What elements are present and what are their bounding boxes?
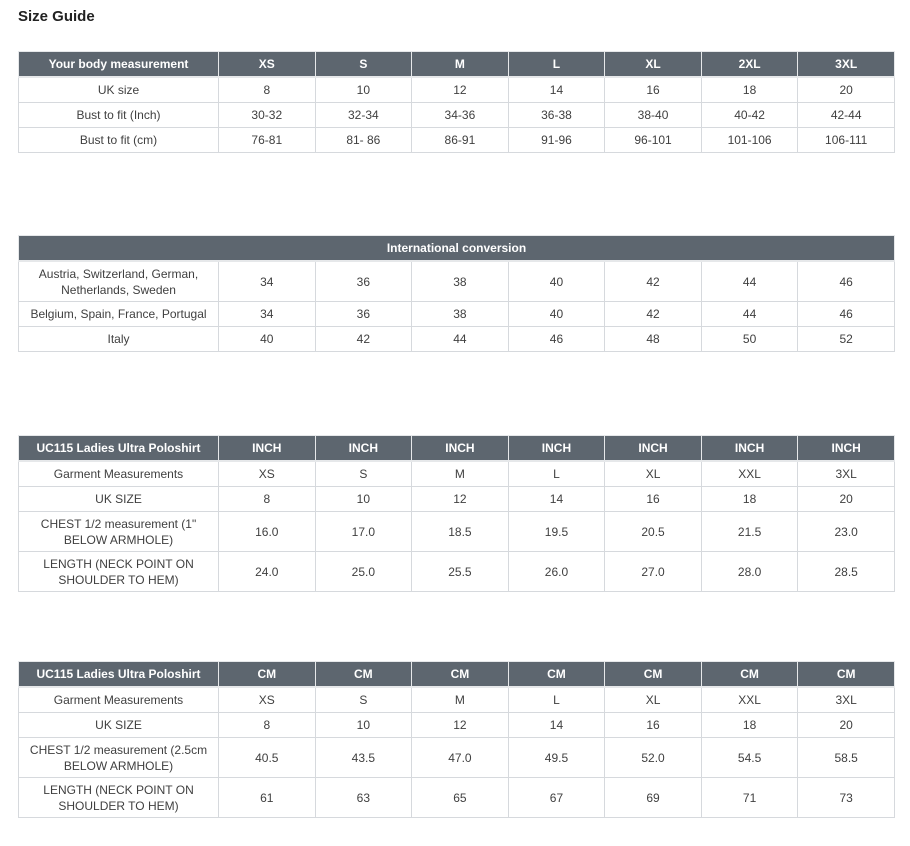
table-cell: 30-32	[219, 103, 316, 128]
table-cell: 24.0	[219, 552, 316, 592]
row-label: Austria, Switzerland, German, Netherlands, Sweden	[19, 261, 219, 302]
table-cell: 91-96	[508, 128, 605, 153]
table-cell: 42	[315, 327, 412, 352]
table-cell: 44	[412, 327, 509, 352]
table-cell: 8	[219, 487, 316, 512]
table-row	[19, 713, 895, 738]
garment-inch-table	[18, 435, 895, 592]
table-row	[19, 77, 895, 103]
table-cell: 18	[701, 487, 798, 512]
table-cell: 32-34	[315, 103, 412, 128]
table-cell: 19.5	[508, 512, 605, 552]
table-row	[19, 552, 895, 592]
table-cell: L	[508, 461, 605, 487]
table-cell: XXL	[701, 687, 798, 713]
table-header-row	[19, 52, 895, 78]
header-cell: S	[315, 52, 412, 78]
table-cell: 44	[701, 302, 798, 327]
table-cell: XS	[219, 687, 316, 713]
table-cell: 40.5	[219, 738, 316, 778]
table-cell: 16	[605, 487, 702, 512]
table-cell: 18	[701, 77, 798, 103]
table-row	[19, 103, 895, 128]
table-cell: 44	[701, 261, 798, 302]
table-cell: 63	[315, 778, 412, 818]
table-cell: 42	[605, 261, 702, 302]
table-cell: 34-36	[412, 103, 509, 128]
row-label: UK SIZE	[19, 487, 219, 512]
table-cell: 14	[508, 487, 605, 512]
table-cell: 16	[605, 713, 702, 738]
table-cell: 86-91	[412, 128, 509, 153]
row-label: Bust to fit (cm)	[19, 128, 219, 153]
table-cell: 34	[219, 302, 316, 327]
table-cell: 48	[605, 327, 702, 352]
table-cell: 54.5	[701, 738, 798, 778]
table-cell: XXL	[701, 461, 798, 487]
row-label: CHEST 1/2 measurement (2.5cm BELOW ARMHOLE)	[19, 738, 219, 778]
table-cell: 3XL	[798, 461, 895, 487]
header-cell: INCH	[412, 436, 509, 462]
table-cell: 61	[219, 778, 316, 818]
table-cell: 25.0	[315, 552, 412, 592]
table-cell: 43.5	[315, 738, 412, 778]
table-cell: M	[412, 461, 509, 487]
row-label: LENGTH (NECK POINT ON SHOULDER TO HEM)	[19, 778, 219, 818]
table-cell: XS	[219, 461, 316, 487]
table-cell: 12	[412, 487, 509, 512]
header-cell: L	[508, 52, 605, 78]
header-cell: CM	[701, 662, 798, 688]
table-cell: 69	[605, 778, 702, 818]
table-cell: 28.0	[701, 552, 798, 592]
header-cell: CM	[219, 662, 316, 688]
table-cell: 40	[508, 261, 605, 302]
header-cell: 3XL	[798, 52, 895, 78]
table-cell: 18	[701, 713, 798, 738]
row-label: Garment Measurements	[19, 461, 219, 487]
table-row	[19, 327, 895, 352]
table-row	[19, 778, 895, 818]
table-cell: 81- 86	[315, 128, 412, 153]
body-measurement-table	[18, 51, 895, 153]
international-conversion-table	[18, 235, 895, 352]
table-cell: 36	[315, 302, 412, 327]
row-label: Belgium, Spain, France, Portugal	[19, 302, 219, 327]
table-cell: 52	[798, 327, 895, 352]
table-row	[19, 687, 895, 713]
table-header-row	[19, 662, 895, 688]
table-cell: 8	[219, 713, 316, 738]
table-row	[19, 461, 895, 487]
table-cell: 10	[315, 77, 412, 103]
table-cell: 16	[605, 77, 702, 103]
table-cell: 76-81	[219, 128, 316, 153]
table-cell: 65	[412, 778, 509, 818]
table-row	[19, 738, 895, 778]
table-row	[19, 487, 895, 512]
header-cell: INCH	[798, 436, 895, 462]
table-cell: 67	[508, 778, 605, 818]
table-cell: S	[315, 461, 412, 487]
row-label: CHEST 1/2 measurement (1" BELOW ARMHOLE)	[19, 512, 219, 552]
header-cell: 2XL	[701, 52, 798, 78]
header-cell: XL	[605, 52, 702, 78]
header-cell: M	[412, 52, 509, 78]
table-cell: 46	[798, 261, 895, 302]
header-cell: CM	[508, 662, 605, 688]
table-cell: 20	[798, 713, 895, 738]
header-cell: Your body measurement	[19, 52, 219, 78]
header-cell: XS	[219, 52, 316, 78]
table-cell: S	[315, 687, 412, 713]
table-cell: L	[508, 687, 605, 713]
header-cell: CM	[605, 662, 702, 688]
table-row	[19, 261, 895, 302]
table-cell: 12	[412, 713, 509, 738]
table-cell: 28.5	[798, 552, 895, 592]
header-cell: INCH	[701, 436, 798, 462]
table-cell: 50	[701, 327, 798, 352]
table-cell: 52.0	[605, 738, 702, 778]
table-cell: 47.0	[412, 738, 509, 778]
header-cell: INCH	[605, 436, 702, 462]
table-cell: 40	[219, 327, 316, 352]
table-cell: 40-42	[701, 103, 798, 128]
table-cell: 42-44	[798, 103, 895, 128]
table-cell: 38-40	[605, 103, 702, 128]
table-cell: 16.0	[219, 512, 316, 552]
table-cell: 40	[508, 302, 605, 327]
table-cell: 36-38	[508, 103, 605, 128]
table-cell: 20	[798, 487, 895, 512]
table-cell: 10	[315, 713, 412, 738]
table-cell: 38	[412, 302, 509, 327]
table-cell: 96-101	[605, 128, 702, 153]
table-row	[19, 128, 895, 153]
table-cell: 20.5	[605, 512, 702, 552]
row-label: Italy	[19, 327, 219, 352]
row-label: UK size	[19, 77, 219, 103]
table-cell: 25.5	[412, 552, 509, 592]
header-cell: INCH	[219, 436, 316, 462]
table-cell: 71	[701, 778, 798, 818]
table-cell: 8	[219, 77, 316, 103]
table-cell: 26.0	[508, 552, 605, 592]
table-cell: 101-106	[701, 128, 798, 153]
garment-cm-table	[18, 661, 895, 818]
table-cell: 20	[798, 77, 895, 103]
header-cell: CM	[798, 662, 895, 688]
table-header-row	[19, 436, 895, 462]
table-cell: 36	[315, 261, 412, 302]
header-cell: CM	[315, 662, 412, 688]
row-label: Bust to fit (Inch)	[19, 103, 219, 128]
table-cell: XL	[605, 461, 702, 487]
table-cell: 14	[508, 713, 605, 738]
header-cell: INCH	[315, 436, 412, 462]
table-cell: 21.5	[701, 512, 798, 552]
table-cell: 42	[605, 302, 702, 327]
table-cell: M	[412, 687, 509, 713]
table-cell: 10	[315, 487, 412, 512]
table-cell: 34	[219, 261, 316, 302]
table-cell: 49.5	[508, 738, 605, 778]
table-cell: 73	[798, 778, 895, 818]
header-cell: INCH	[508, 436, 605, 462]
row-label: Garment Measurements	[19, 687, 219, 713]
table-header-row	[19, 236, 895, 262]
page-title: Size Guide	[18, 8, 95, 25]
table-cell: 106-111	[798, 128, 895, 153]
table-cell: 14	[508, 77, 605, 103]
table-cell: 12	[412, 77, 509, 103]
table-cell: 17.0	[315, 512, 412, 552]
table-cell: 18.5	[412, 512, 509, 552]
table-cell: 38	[412, 261, 509, 302]
table-row	[19, 512, 895, 552]
table-cell: 3XL	[798, 687, 895, 713]
table-cell: 58.5	[798, 738, 895, 778]
table-cell: 27.0	[605, 552, 702, 592]
table-cell: XL	[605, 687, 702, 713]
row-label: UK SIZE	[19, 713, 219, 738]
table-cell: 23.0	[798, 512, 895, 552]
table-cell: 46	[798, 302, 895, 327]
row-label: LENGTH (NECK POINT ON SHOULDER TO HEM)	[19, 552, 219, 592]
table-cell: 46	[508, 327, 605, 352]
header-cell: UC115 Ladies Ultra Poloshirt	[19, 662, 219, 688]
header-cell: CM	[412, 662, 509, 688]
header-cell: UC115 Ladies Ultra Poloshirt	[19, 436, 219, 462]
header-cell: International conversion	[19, 236, 895, 262]
table-row	[19, 302, 895, 327]
